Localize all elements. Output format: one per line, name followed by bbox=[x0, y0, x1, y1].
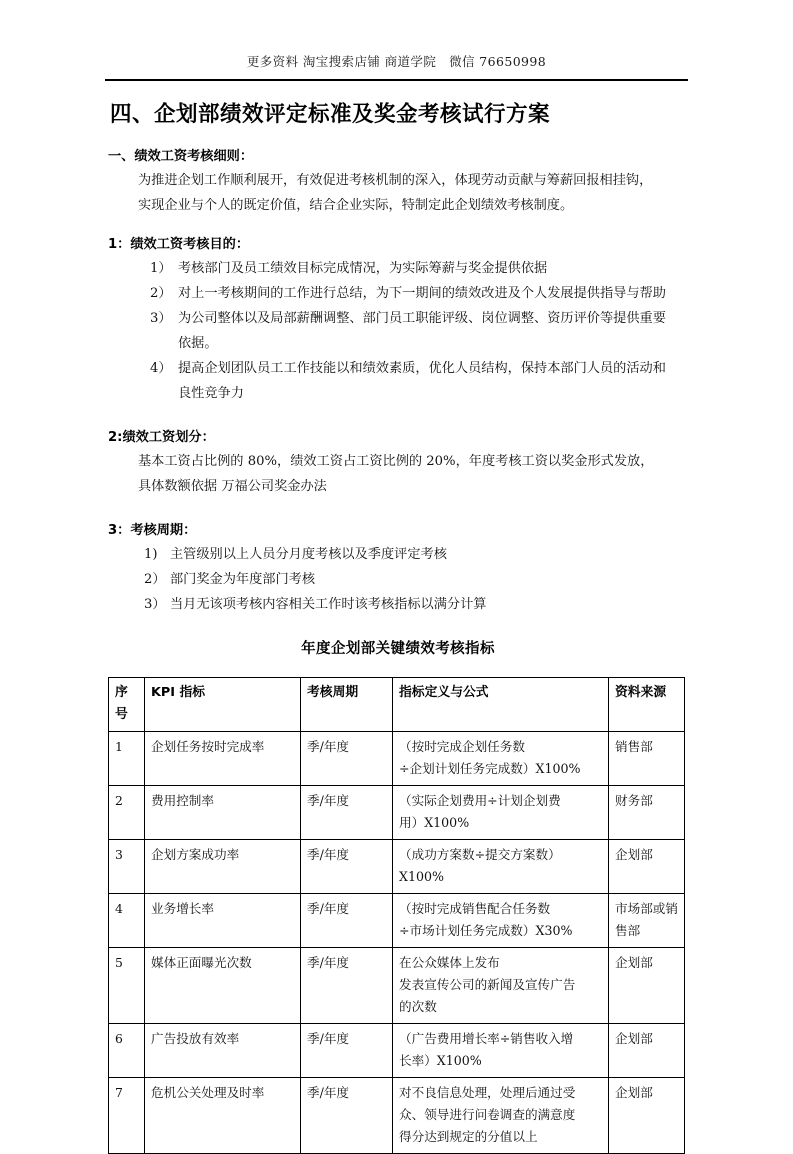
cell-kpi bbox=[145, 732, 301, 786]
cell-line: 季/年度 bbox=[307, 955, 350, 970]
list-item-number: 1） bbox=[150, 261, 172, 276]
list-item bbox=[150, 356, 688, 406]
paragraph-line: 基本工资占比例的 80%，绩效工资占工资比例的 20%，年度考核工资以奖金形式发放， bbox=[138, 454, 654, 469]
cell-line: 季/年度 bbox=[307, 1031, 350, 1046]
cell-line: 季/年度 bbox=[307, 847, 350, 862]
list-item-line: 当月无该项考核内容相关工作时该考核指标以满分计算 bbox=[170, 597, 487, 612]
list-item bbox=[144, 542, 688, 567]
list-item-line: 良性竞争力 bbox=[178, 386, 244, 401]
cell-cycle bbox=[301, 1078, 393, 1154]
table-row bbox=[109, 840, 685, 894]
cell-formula bbox=[393, 1078, 609, 1154]
cell-line: 季/年度 bbox=[307, 1085, 350, 1100]
section-heading-cycle: 3：考核周期： bbox=[108, 523, 197, 538]
cell-line: 财务部 bbox=[615, 793, 653, 808]
cell-formula bbox=[393, 894, 609, 948]
header-watermark-text: 更多资料 淘宝搜索店铺 商道学院 微信 76650998 bbox=[246, 54, 547, 69]
list-item bbox=[150, 256, 688, 281]
cell-line: 市场部或销 bbox=[615, 901, 678, 916]
cell-line: 在公众媒体上发布 bbox=[399, 955, 500, 970]
column-header-line: 资料来源 bbox=[615, 685, 667, 700]
table-row bbox=[109, 1024, 685, 1078]
cell-line: 企划方案成功率 bbox=[151, 847, 240, 862]
cell-index: 4 bbox=[109, 894, 145, 948]
cell-index: 1 bbox=[109, 732, 145, 786]
cell-line: 得分达到规定的分值以上 bbox=[399, 1129, 538, 1144]
cell-line: ÷市场计划任务完成数）X30% bbox=[399, 923, 573, 938]
paragraph-line: 为推进企划工作顺利展开，有效促进考核机制的深入，体现劳动贡献与筹薪回报相挂钩， bbox=[138, 173, 653, 188]
cell-formula bbox=[393, 732, 609, 786]
cell-index: 3 bbox=[109, 840, 145, 894]
column-header-line: 指标定义与公式 bbox=[399, 685, 489, 700]
section-heading-salary-split: 2:绩效工资划分： bbox=[108, 430, 215, 445]
column-header-source bbox=[609, 678, 685, 732]
cell-kpi bbox=[145, 1024, 301, 1078]
cell-line: 企划部 bbox=[615, 955, 653, 970]
cell-cycle bbox=[301, 786, 393, 840]
column-header-line: 号 bbox=[115, 707, 128, 722]
column-header-cycle bbox=[301, 678, 393, 732]
cell-line: 的次数 bbox=[399, 999, 437, 1014]
cell-formula bbox=[393, 786, 609, 840]
cell-line: （按时完成销售配合任务数 bbox=[399, 901, 551, 916]
page-header bbox=[0, 0, 793, 86]
cell-line: X100% bbox=[399, 869, 444, 884]
page-title: 四、企划部绩效评定标准及奖金考核试行方案 bbox=[110, 102, 551, 127]
section-paragraph-guidelines bbox=[138, 168, 688, 218]
cell-cycle bbox=[301, 894, 393, 948]
cell-index: 2 bbox=[109, 786, 145, 840]
cell-line: （成功方案数÷提交方案数） bbox=[399, 847, 561, 862]
section-paragraph-salary-split bbox=[138, 449, 688, 499]
cell-line: 企划部 bbox=[615, 1031, 653, 1046]
column-header-index bbox=[109, 678, 145, 732]
table-row bbox=[109, 948, 685, 1024]
cell-line: 众、领导进行问卷调查的满意度 bbox=[399, 1107, 576, 1122]
cell-source bbox=[609, 894, 685, 948]
list-item-number: 2） bbox=[150, 286, 172, 301]
cell-line: 对不良信息处理，处理后通过受 bbox=[399, 1085, 576, 1100]
cell-line: 发表宣传公司的新闻及宣传广告 bbox=[399, 977, 576, 992]
purpose-list bbox=[108, 256, 688, 406]
cell-cycle bbox=[301, 1024, 393, 1078]
cell-index: 7 bbox=[109, 1078, 145, 1154]
list-item-number: 1) bbox=[144, 547, 158, 562]
cell-line: 售部 bbox=[615, 923, 641, 938]
cell-formula bbox=[393, 948, 609, 1024]
cell-line: 危机公关处理及时率 bbox=[151, 1085, 265, 1100]
list-item-line: 依据。 bbox=[178, 336, 218, 351]
cell-kpi bbox=[145, 786, 301, 840]
cell-line: 长率）X100% bbox=[399, 1053, 482, 1068]
cell-cycle bbox=[301, 948, 393, 1024]
cell-line: （实际企划费用÷计划企划费 bbox=[399, 793, 561, 808]
cell-line: 销售部 bbox=[615, 739, 653, 754]
cell-kpi bbox=[145, 840, 301, 894]
cell-cycle bbox=[301, 732, 393, 786]
cell-kpi bbox=[145, 894, 301, 948]
list-item bbox=[150, 281, 688, 306]
list-item-line: 对上一考核期间的工作进行总结，为下一期间的绩效改进及个人发展提供指导与帮助 bbox=[178, 286, 666, 301]
table-row bbox=[109, 786, 685, 840]
cell-line: （按时完成企划任务数 bbox=[399, 739, 525, 754]
list-item-number: 3） bbox=[144, 597, 166, 612]
cycle-list bbox=[108, 542, 688, 617]
cell-line: 费用控制率 bbox=[151, 793, 214, 808]
list-item bbox=[144, 567, 688, 592]
cell-index: 5 bbox=[109, 948, 145, 1024]
cell-line: 广告投放有效率 bbox=[151, 1031, 240, 1046]
cell-line: 媒体正面曝光次数 bbox=[151, 955, 252, 970]
cell-line: ÷企划计划任务完成数）X100% bbox=[399, 761, 581, 776]
cell-formula bbox=[393, 840, 609, 894]
kpi-table bbox=[108, 677, 685, 1154]
list-item-line: 部门奖金为年度部门考核 bbox=[170, 572, 316, 587]
cell-source bbox=[609, 786, 685, 840]
document-body bbox=[108, 92, 688, 1154]
cell-kpi bbox=[145, 1078, 301, 1154]
cell-line: 季/年度 bbox=[307, 901, 350, 916]
list-item-number: 2） bbox=[144, 572, 166, 587]
column-header-formula bbox=[393, 678, 609, 732]
cell-index: 6 bbox=[109, 1024, 145, 1078]
table-row bbox=[109, 894, 685, 948]
cell-source bbox=[609, 732, 685, 786]
section-heading-purpose: 1：绩效工资考核目的： bbox=[108, 237, 250, 252]
table-row bbox=[109, 732, 685, 786]
list-item-number: 4） bbox=[150, 361, 172, 376]
cell-cycle bbox=[301, 840, 393, 894]
column-header-line: 考核周期 bbox=[307, 685, 359, 700]
cell-formula bbox=[393, 1024, 609, 1078]
paragraph-line: 具体数额依据 万福公司奖金办法 bbox=[138, 479, 327, 494]
cell-line: 季/年度 bbox=[307, 793, 350, 808]
column-header-line: 序 bbox=[115, 685, 128, 700]
cell-line: 业务增长率 bbox=[151, 901, 214, 916]
cell-kpi bbox=[145, 948, 301, 1024]
cell-line: 企划部 bbox=[615, 1085, 653, 1100]
section-heading-guidelines: 一、绩效工资考核细则： bbox=[108, 149, 254, 164]
cell-source bbox=[609, 1024, 685, 1078]
paragraph-line: 实现企业与个人的既定价值，结合企业实际，特制定此企划绩效考核制度。 bbox=[138, 198, 574, 213]
table-caption: 年度企划部关键绩效考核指标 bbox=[301, 641, 495, 657]
cell-source bbox=[609, 948, 685, 1024]
list-item bbox=[150, 306, 688, 356]
list-item-line: 考核部门及员工绩效目标完成情况，为实际筹薪与奖金提供依据 bbox=[178, 261, 548, 276]
list-item-line: 提高企划团队员工工作技能以和绩效素质，优化人员结构，保持本部门人员的活动和 bbox=[178, 361, 666, 376]
list-item-line: 为公司整体以及局部薪酬调整、部门员工职能评级、岗位调整、资历评价等提供重要 bbox=[178, 311, 666, 326]
list-item-number: 3） bbox=[150, 311, 172, 326]
cell-source bbox=[609, 840, 685, 894]
list-item-line: 主管级别以上人员分月度考核以及季度评定考核 bbox=[170, 547, 447, 562]
header-divider-rule bbox=[105, 79, 688, 81]
list-item bbox=[144, 592, 688, 617]
table-header-row bbox=[109, 678, 685, 732]
cell-line: 企划任务按时完成率 bbox=[151, 739, 265, 754]
table-row bbox=[109, 1078, 685, 1154]
cell-line: （广告费用增长率÷销售收入增 bbox=[399, 1031, 574, 1046]
cell-line: 用）X100% bbox=[399, 815, 470, 830]
cell-line: 季/年度 bbox=[307, 739, 350, 754]
cell-line: 企划部 bbox=[615, 847, 653, 862]
cell-source bbox=[609, 1078, 685, 1154]
column-header-kpi bbox=[145, 678, 301, 732]
column-header-line: KPI 指标 bbox=[151, 685, 206, 700]
